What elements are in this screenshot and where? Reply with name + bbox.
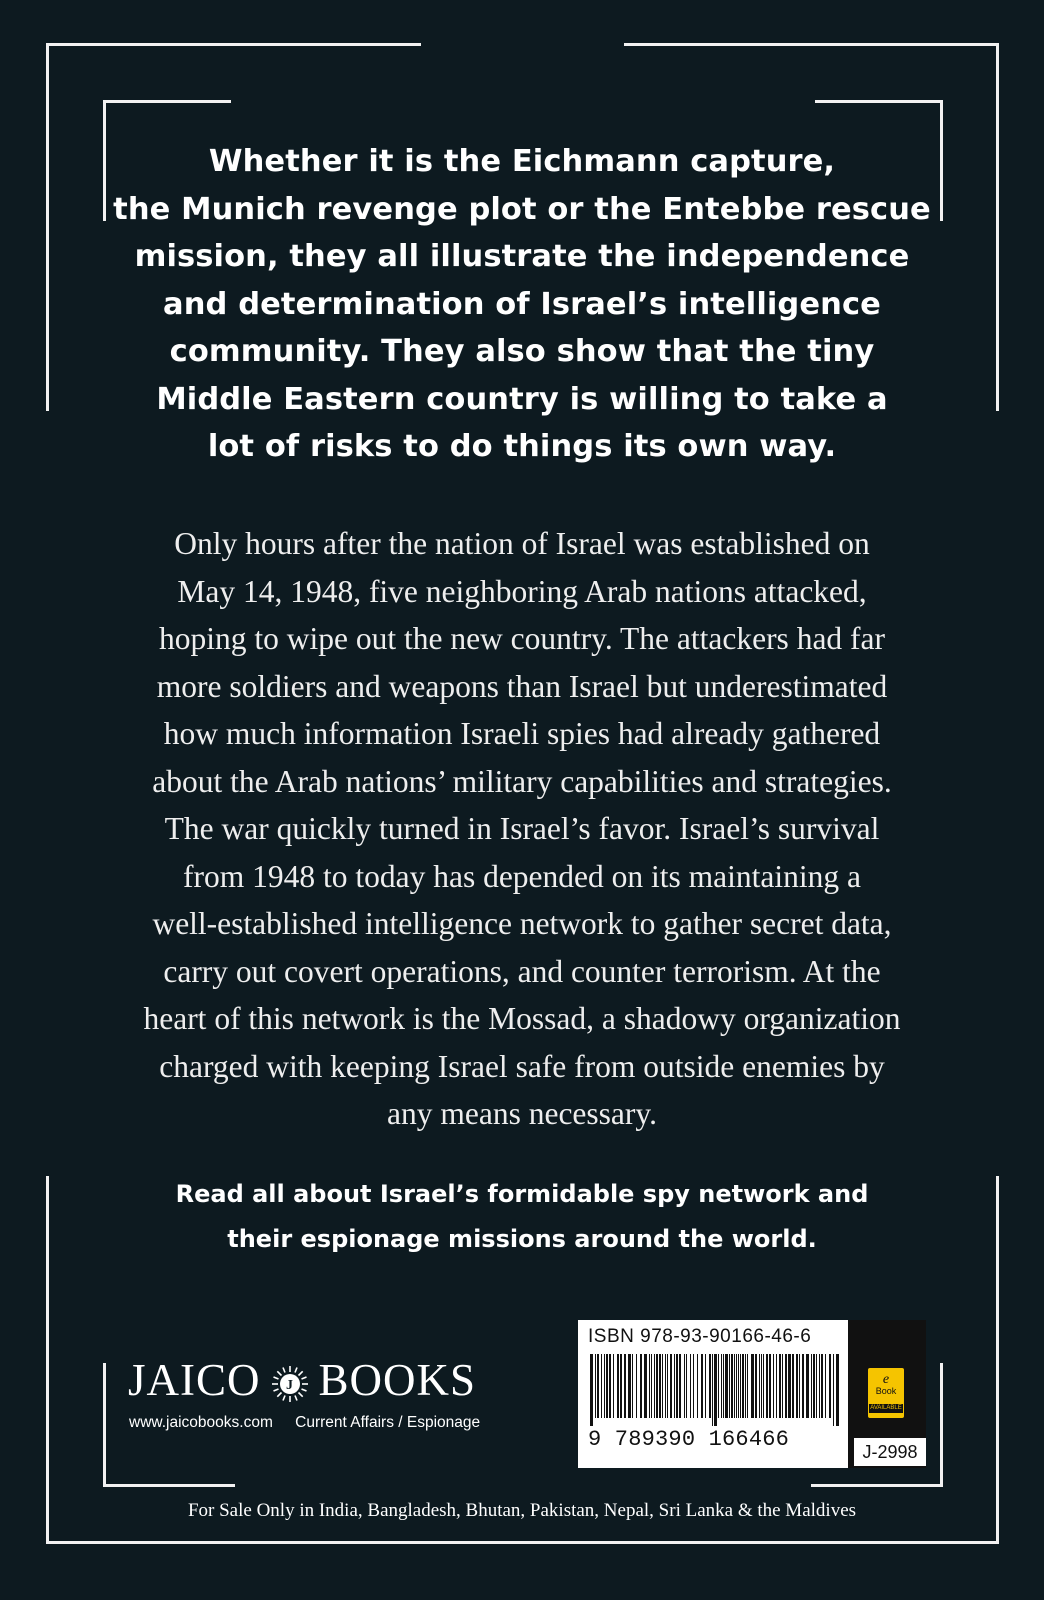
call-to-action bbox=[110, 1172, 934, 1262]
barcode-bar bbox=[742, 1354, 744, 1418]
barcode-bar bbox=[745, 1354, 746, 1418]
ebook-available-icon bbox=[868, 1368, 904, 1418]
barcode-bar bbox=[606, 1354, 608, 1418]
product-code: J-2998 bbox=[854, 1438, 926, 1466]
barcode-bar bbox=[651, 1354, 652, 1418]
body-line: carry out covert operations, and counter terrorism. At the bbox=[163, 953, 881, 989]
isbn-label: ISBN 978-93-90166-46-6 bbox=[588, 1326, 812, 1347]
barcode-bar bbox=[617, 1354, 619, 1418]
cta-line: their espionage missions around the world. bbox=[227, 1225, 817, 1253]
barcode-bar bbox=[628, 1354, 631, 1418]
body-line: May 14, 1948, five neighboring Arab nations attacked, bbox=[177, 573, 867, 609]
body-line: Only hours after the nation of Israel was established on bbox=[174, 526, 870, 561]
barcode-bar bbox=[825, 1354, 826, 1418]
barcode-bar bbox=[644, 1354, 647, 1418]
barcode-bar bbox=[796, 1354, 798, 1418]
barcode-bar bbox=[676, 1354, 678, 1418]
barcode-bar bbox=[649, 1354, 650, 1418]
barcode-bar bbox=[819, 1354, 820, 1418]
barcode-bar bbox=[670, 1354, 672, 1418]
barcode-bar bbox=[697, 1354, 698, 1418]
barcode-bars bbox=[588, 1354, 844, 1426]
barcode-bar bbox=[759, 1354, 760, 1418]
barcode-bar bbox=[712, 1354, 713, 1426]
barcode-bar bbox=[769, 1354, 771, 1418]
barcode-bar bbox=[714, 1354, 717, 1426]
barcode-bar bbox=[788, 1354, 791, 1418]
barcode-bar bbox=[705, 1354, 706, 1418]
barcode-bar bbox=[597, 1354, 599, 1418]
barcode-bar bbox=[632, 1354, 633, 1418]
barcode-bar bbox=[718, 1354, 719, 1418]
barcode-bar bbox=[601, 1354, 602, 1418]
barcode-bar bbox=[792, 1354, 794, 1418]
publisher-meta bbox=[129, 1414, 498, 1432]
barcode-bar bbox=[636, 1354, 637, 1418]
ebook-e-label: e bbox=[882, 1372, 890, 1387]
frame-inner-right-upper bbox=[940, 100, 943, 221]
frame-outer-top-right bbox=[624, 43, 999, 46]
headline-blurb bbox=[110, 138, 934, 471]
body-line: charged with keeping Israel safe from outside enemies by bbox=[159, 1048, 885, 1084]
barcode-bar bbox=[654, 1354, 655, 1418]
frame-outer-right-lower bbox=[996, 1176, 999, 1544]
barcode-bar bbox=[684, 1354, 685, 1418]
barcode-bar bbox=[656, 1354, 658, 1418]
barcode-bar bbox=[640, 1354, 642, 1418]
barcode-bar bbox=[731, 1354, 733, 1418]
barcode-bar bbox=[779, 1354, 781, 1418]
body-line: hoping to wipe out the new country. The attackers had far bbox=[158, 621, 886, 656]
barcode-bar bbox=[747, 1354, 748, 1418]
barcode-bar bbox=[624, 1354, 626, 1418]
barcode-bar bbox=[674, 1354, 675, 1418]
barcode-bar bbox=[773, 1354, 774, 1418]
barcode-bar bbox=[659, 1354, 661, 1418]
ebook-book-label: Book bbox=[875, 1386, 897, 1396]
body-line: The war quickly turned in Israel’s favor. Israel’s survival bbox=[164, 811, 880, 846]
body-line: from 1948 to today has depended on its maintaining a bbox=[183, 858, 861, 894]
barcode-bar bbox=[595, 1354, 596, 1418]
barcode-bar bbox=[662, 1354, 663, 1418]
barcode-bar bbox=[738, 1354, 739, 1418]
jaico-sun-logo-icon bbox=[271, 1362, 309, 1400]
ebook-available-label: AVAILABLE bbox=[870, 1405, 902, 1411]
barcode-bar bbox=[751, 1354, 754, 1418]
frame-inner-bottom-right bbox=[811, 1484, 943, 1487]
barcode-bar bbox=[729, 1354, 730, 1418]
barcode-bar bbox=[763, 1354, 764, 1418]
barcode-bar bbox=[782, 1354, 783, 1418]
publisher-logo bbox=[128, 1355, 538, 1405]
barcode-bar bbox=[761, 1354, 762, 1418]
sale-territory-notice: For Sale Only in India, Bangladesh, Bhutan, Pakistan, Nepal, Sri Lanka & the Maldives bbox=[187, 1500, 857, 1521]
publisher-name-left: JAICO bbox=[128, 1355, 261, 1405]
frame-outer-bottom bbox=[46, 1541, 999, 1544]
body-line: heart of this network is the Mossad, a shadowy organization bbox=[143, 1001, 901, 1036]
headline-line: Whether it is the Eichmann capture, bbox=[208, 144, 836, 179]
body-line: more soldiers and weapons than Israel but underestimated bbox=[156, 668, 888, 704]
headline-line: the Munich revenge plot or the Entebbe rescue bbox=[113, 191, 931, 227]
book-description bbox=[100, 520, 944, 1138]
barcode-bar bbox=[667, 1354, 668, 1418]
barcode-bar bbox=[686, 1354, 687, 1418]
barcode-bar bbox=[740, 1354, 741, 1418]
body-line: any means necessary. bbox=[387, 1096, 657, 1131]
frame-inner-top-right bbox=[815, 100, 943, 103]
barcode-bar bbox=[725, 1354, 728, 1418]
barcode-bar bbox=[613, 1354, 614, 1418]
barcode-bar bbox=[785, 1354, 787, 1418]
frame-inner-left-lower bbox=[103, 1363, 106, 1487]
barcode-bar bbox=[721, 1354, 722, 1418]
headline-line: Middle Eastern country is willing to take a bbox=[156, 381, 888, 417]
barcode-bar bbox=[693, 1354, 694, 1418]
headline-line: lot of risks to do things its own way. bbox=[207, 429, 837, 464]
publisher-website: www.jaicobooks.com bbox=[129, 1414, 273, 1431]
logo-letter: J bbox=[285, 1377, 294, 1393]
barcode-bar bbox=[816, 1354, 817, 1418]
barcode-bar bbox=[736, 1354, 737, 1418]
barcode-bar bbox=[665, 1354, 666, 1418]
barcode-bar bbox=[806, 1354, 809, 1418]
barcode-bar bbox=[836, 1354, 839, 1426]
body-line: how much information Israeli spies had already gathered bbox=[163, 716, 881, 751]
barcode-bar bbox=[723, 1354, 724, 1418]
barcode-bar bbox=[701, 1354, 703, 1418]
headline-line: and determination of Israel’s intelligence bbox=[163, 286, 881, 322]
barcode-digits: 9 789390 166466 bbox=[588, 1427, 790, 1452]
barcode-bar bbox=[802, 1354, 804, 1418]
barcode-bar bbox=[811, 1354, 812, 1418]
barcode-bar bbox=[813, 1354, 815, 1418]
headline-line: mission, they all illustrate the independence bbox=[134, 239, 910, 274]
barcode-bar bbox=[799, 1354, 800, 1418]
barcode-bar bbox=[679, 1354, 681, 1418]
barcode-bar bbox=[604, 1354, 605, 1418]
frame-outer-right-upper bbox=[996, 43, 999, 411]
publisher-name-right: BOOKS bbox=[318, 1355, 477, 1405]
headline-line: community. They also show that the tiny bbox=[169, 334, 875, 369]
barcode-bar bbox=[755, 1354, 757, 1418]
barcode-bar bbox=[709, 1354, 711, 1418]
barcode-bar bbox=[766, 1354, 768, 1418]
barcode-bar bbox=[833, 1354, 834, 1426]
book-category: Current Affairs / Espionage bbox=[295, 1414, 481, 1431]
barcode-bar bbox=[609, 1354, 611, 1418]
barcode-bar bbox=[821, 1354, 823, 1418]
body-line: well-established intelligence network to gather secret data, bbox=[152, 906, 892, 941]
barcode-block bbox=[578, 1320, 926, 1468]
frame-inner-left-upper bbox=[103, 100, 106, 221]
barcode-bar bbox=[690, 1354, 691, 1418]
frame-outer-top-left bbox=[46, 43, 421, 46]
frame-inner-right-lower bbox=[940, 1363, 943, 1487]
barcode-bar bbox=[776, 1354, 777, 1418]
frame-outer-left-lower bbox=[46, 1176, 49, 1544]
frame-inner-top-left bbox=[103, 100, 231, 103]
frame-inner-bottom-left bbox=[103, 1484, 235, 1487]
barcode-bar bbox=[590, 1354, 593, 1426]
barcode-bar bbox=[734, 1354, 735, 1418]
barcode-bar bbox=[829, 1354, 831, 1418]
cta-line: Read all about Israel’s formidable spy network and bbox=[175, 1180, 869, 1208]
body-line: about the Arab nations’ military capabilities and strategies. bbox=[152, 763, 892, 799]
frame-outer-left-upper bbox=[46, 43, 49, 411]
barcode-bar bbox=[620, 1354, 622, 1418]
